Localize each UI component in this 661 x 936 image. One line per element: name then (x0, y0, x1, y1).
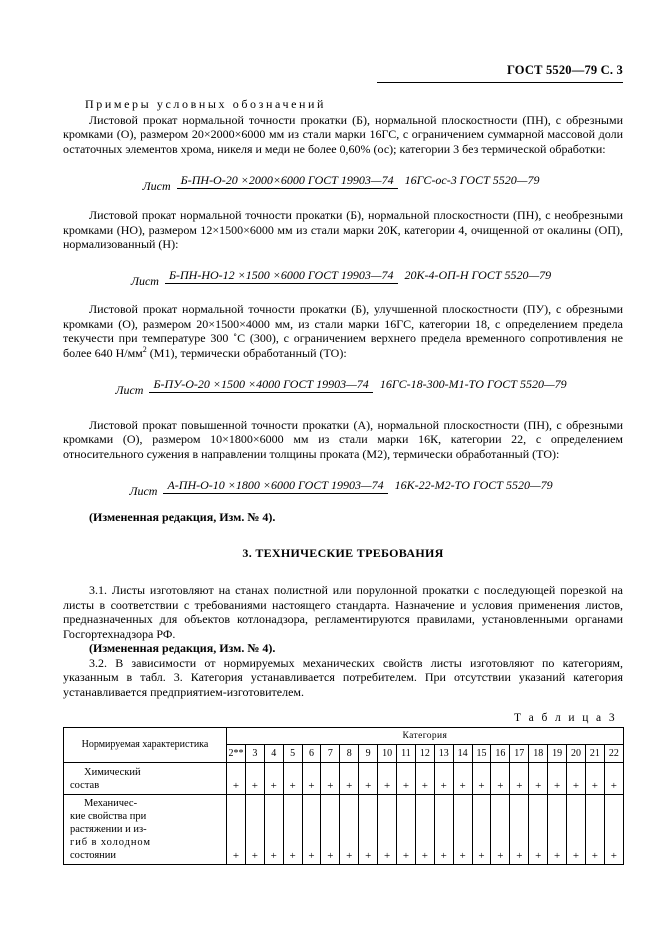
example-1-text: Листовой прокат нормальной точности прокатки (Б), нормальной плоскостности (ПН), с обрезными кромками (О), размером 20×2000×6000 мм из стали марки 16ГС, с ограничением суммарной массовой доли остаточных элементов хрома, никеля и меди не более 0,60% (ос); категории 3 без термической обработки: (63, 113, 623, 156)
category-col-12: 13 (434, 745, 453, 763)
row-label-chemical-composition: Химический состав (64, 763, 227, 795)
formula-lead-2: Лист (130, 274, 159, 289)
example-3-formula (63, 371, 623, 398)
category-col-9: 10 (378, 745, 397, 763)
cell-value: + (359, 763, 378, 795)
example-3-superscript: 2 (142, 344, 147, 354)
cell-value: + (529, 763, 548, 795)
cell-value: + (302, 795, 321, 865)
row-label-mechanical-properties: Механичес- кие свойства при растяжении и из- гиб в холодном состоянии (64, 795, 227, 865)
cell-value: + (264, 795, 283, 865)
example-1-formula (63, 167, 623, 194)
example-4-formula (63, 472, 623, 499)
formula-lead-4: Лист (129, 484, 158, 499)
category-col-18: 19 (548, 745, 567, 763)
examples-revision-note: (Измененная редакция, Изм. № 4). (89, 510, 276, 525)
formula-numerator-1: Б-ПН-О-20 ×2000×6000 ГОСТ 19903—74 (177, 173, 398, 189)
example-3-text-part1: Листовой прокат нормальной точности прокатки (Б), улучшенной плоскостности (ПУ), с обрезными кромками (О), размером 20×1500×4000 мм, из стали марки 16ГС, категории 18, с определением предела текучести при температуре 300 ˚С (300), с ограничением верхнего предела временного сопротивления не более 640 Н/мм (63, 302, 623, 360)
category-col-15: 16 (491, 745, 510, 763)
cell-value: + (283, 795, 302, 865)
cell-value: + (397, 795, 416, 865)
cell-value: + (283, 763, 302, 795)
category-col-3: 4 (264, 745, 283, 763)
clause-3-1-revision-note: (Измененная редакция, Изм. № 4). (89, 640, 276, 655)
example-2-formula (63, 262, 623, 289)
cell-value: + (472, 795, 491, 865)
cell-value: + (245, 795, 264, 865)
cell-value: + (321, 795, 340, 865)
formula-numerator-3: Б-ПУ-О-20 ×1500 ×4000 ГОСТ 19903—74 (149, 377, 372, 393)
cell-value: + (415, 763, 434, 795)
cell-value: + (264, 763, 283, 795)
cell-value: + (585, 763, 604, 795)
cell-value: + (491, 795, 510, 865)
cell-value: + (548, 763, 567, 795)
formula-lead-3: Лист (115, 383, 144, 398)
example-2-text: Листовой прокат нормальной точности прокатки (Б), нормальной плоскостности (ПН), с необрезными кромками (НО), размером 12×1500×6000 мм из стали марки 20К, категории 4, очищенной от окалины (ОП), нормализованный (Н): (63, 208, 623, 252)
cell-value: + (227, 763, 246, 795)
formula-lead-1: Лист (142, 179, 171, 194)
cell-value: + (378, 763, 397, 795)
page-header: ГОСТ 5520—79 С. 3 (506, 63, 623, 77)
formula-numerator-4: А-ПН-О-10 ×1800 ×6000 ГОСТ 19903—74 (163, 478, 387, 494)
cell-value: + (378, 795, 397, 865)
cell-value: + (585, 795, 604, 865)
cell-value: + (529, 795, 548, 865)
cell-value: + (604, 763, 623, 795)
cell-value: + (302, 763, 321, 795)
category-col-5: 6 (302, 745, 321, 763)
clause-3-1: 3.1. Листы изготовляют на станах полистной или порулонной прокатки с последующей порезкой на листы в соответствии с требованиями настоящего стандарта. Назначение и условия применения листов, предназначенных для объектов котлонадзора, регламентируются правилами, установленными органами Госгортехнадзора РФ. (63, 583, 623, 641)
header-category: Категория (227, 728, 624, 745)
clause-3-2: 3.2. В зависимости от нормируемых механических свойств листы изготовляют по категориям, указанным в табл. 3. Категория устанавливается потребителем. При отсутствии указаний категория устанавливается предприятием-изготовителем. (63, 655, 623, 699)
section-heading: 3. ТЕХНИЧЕСКИЕ ТРЕБОВАНИЯ (242, 546, 444, 561)
table-row (64, 763, 624, 795)
example-4-text: Листовой прокат повышенной точности прокатки (А), нормальной плоскостности (ПН), с обрезными кромками (О), размером 10×1800×6000 мм из стали марки 16К, категории 22, с определением относительного сужения в направлении толщины проката (М2), термически обработанный (ТО): (63, 418, 623, 461)
table-body (64, 763, 624, 865)
page-content (63, 0, 623, 865)
cell-value: + (434, 763, 453, 795)
category-col-10: 11 (397, 745, 416, 763)
cell-value: + (567, 795, 586, 865)
cell-value: + (510, 763, 529, 795)
table-header-row-1 (64, 728, 624, 745)
cell-value: + (227, 795, 246, 865)
table-row (64, 795, 624, 865)
cell-value: + (548, 795, 567, 865)
example-3-text-part2: (М1), термически обработанный (ТО): (146, 345, 347, 360)
cell-value: + (415, 795, 434, 865)
cell-value: + (604, 795, 623, 865)
example-3-text (63, 302, 623, 360)
category-col-16: 17 (510, 745, 529, 763)
cell-value: + (245, 763, 264, 795)
table-caption: Т а б л и ц а 3 (513, 712, 617, 725)
category-col-1: 2** (227, 745, 246, 763)
category-col-14: 15 (472, 745, 491, 763)
cell-value: + (510, 795, 529, 865)
cell-value: + (453, 795, 472, 865)
cell-value: + (397, 763, 416, 795)
cell-value: + (340, 795, 359, 865)
table-head (64, 728, 624, 763)
category-col-2: 3 (245, 745, 264, 763)
formula-denominator-2: 20К-4-ОП-Н ГОСТ 5520—79 (404, 268, 552, 283)
cell-value: + (567, 763, 586, 795)
category-col-20: 21 (585, 745, 604, 763)
formula-numerator-2: Б-ПН-НО-12 ×1500 ×6000 ГОСТ 19903—74 (165, 268, 398, 284)
categories-table (63, 727, 624, 865)
formula-denominator-3: 16ГС-18-300-М1-ТО ГОСТ 5520—79 (379, 377, 567, 392)
category-col-13: 14 (453, 745, 472, 763)
cell-value: + (491, 763, 510, 795)
category-col-17: 18 (529, 745, 548, 763)
category-col-6: 7 (321, 745, 340, 763)
examples-title: Примеры условных обозначений (85, 97, 327, 111)
formula-denominator-4: 16К-22-М2-ТО ГОСТ 5520—79 (394, 478, 553, 493)
cell-value: + (340, 763, 359, 795)
cell-value: + (359, 795, 378, 865)
cell-value: + (434, 795, 453, 865)
category-col-7: 8 (340, 745, 359, 763)
cell-value: + (472, 763, 491, 795)
cell-value: + (321, 763, 340, 795)
category-col-8: 9 (359, 745, 378, 763)
category-col-4: 5 (283, 745, 302, 763)
cell-value: + (453, 763, 472, 795)
formula-denominator-1: 16ГС-ос-3 ГОСТ 5520—79 (404, 173, 540, 188)
category-col-11: 12 (415, 745, 434, 763)
category-col-21: 22 (604, 745, 623, 763)
header-characteristic: Нормируемая характеристика (64, 728, 227, 763)
category-col-19: 20 (567, 745, 586, 763)
